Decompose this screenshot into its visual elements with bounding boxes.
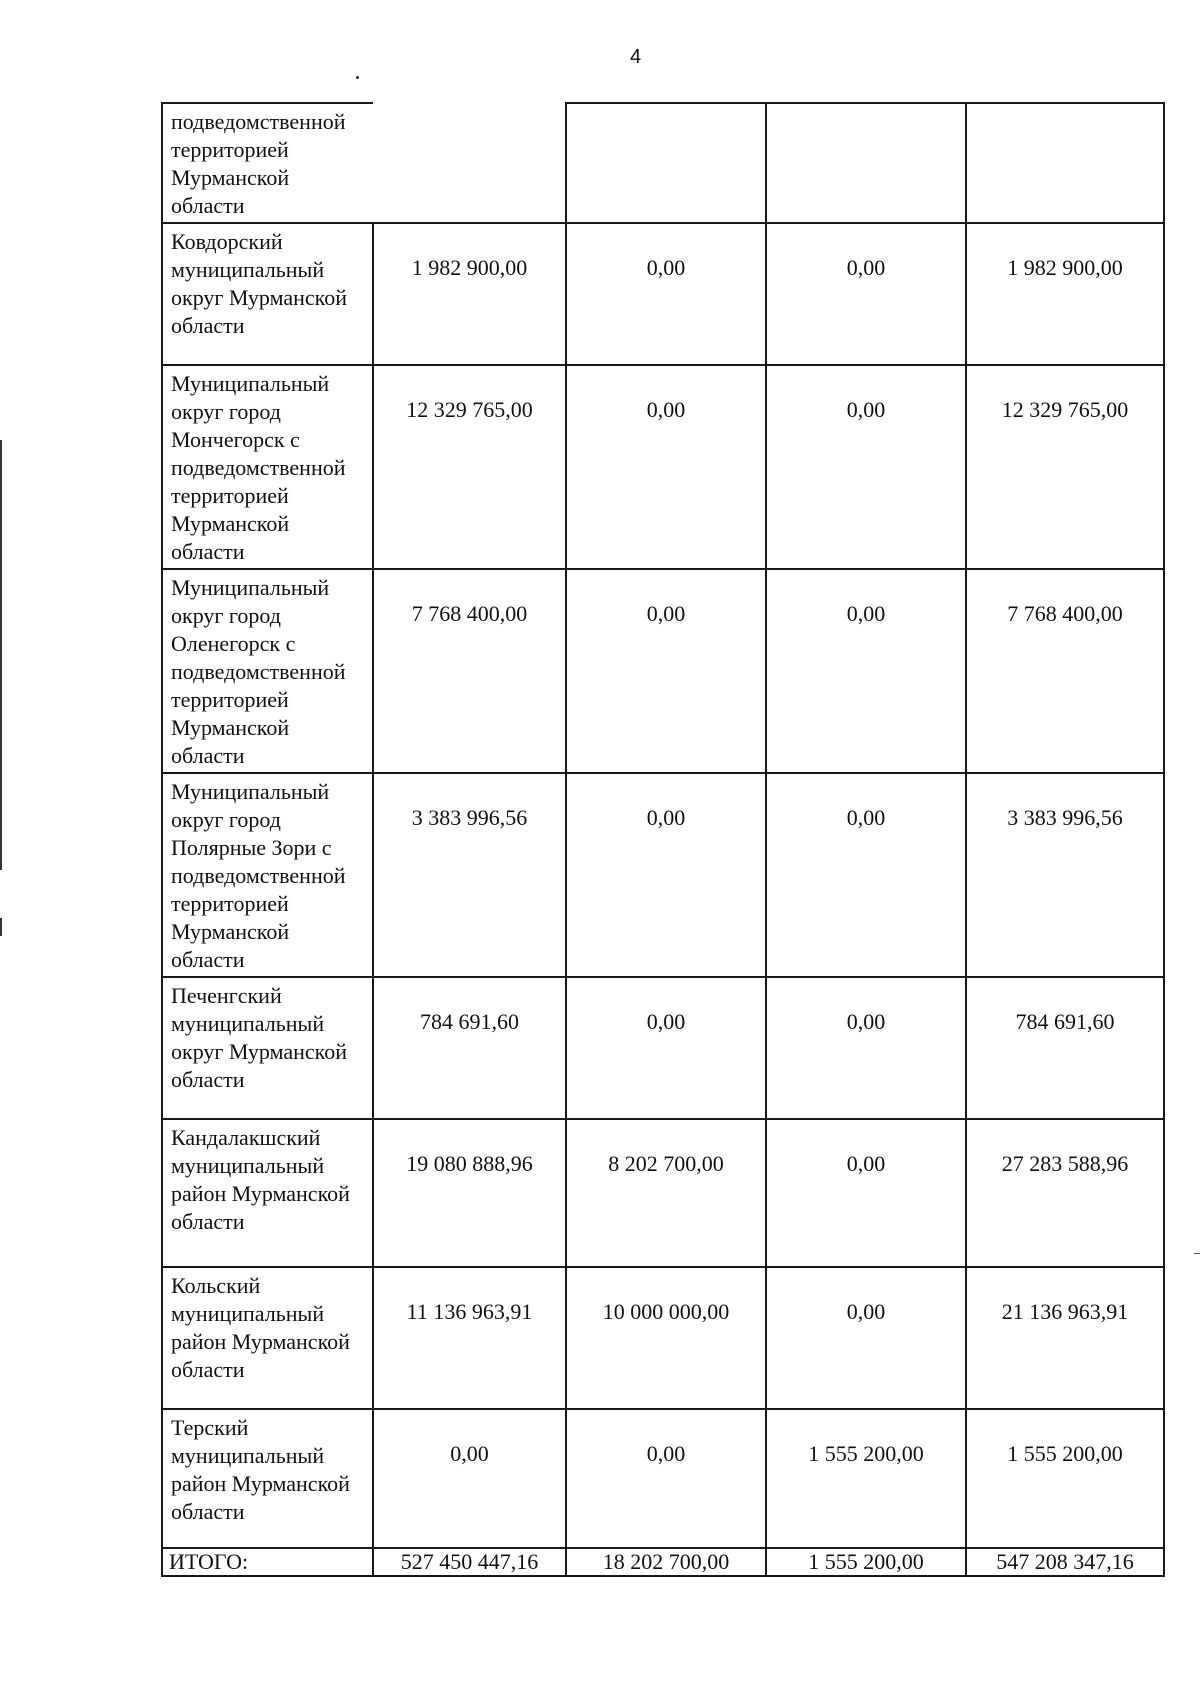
table-row-continued bbox=[162, 103, 1164, 223]
municipality-name-cell: Муниципальный округ город Оленегорск с подведомственной территорией Мурманской области bbox=[162, 569, 373, 773]
municipality-name-cell: Терский муниципальный район Мурманской области bbox=[162, 1409, 373, 1548]
amount-total-cell: 1 982 900,00 bbox=[966, 223, 1164, 365]
amount-cell bbox=[373, 103, 566, 223]
amount-total-cell: 3 383 996,56 bbox=[966, 773, 1164, 977]
amount-cell: 0,00 bbox=[766, 1119, 966, 1267]
amount-total-cell: 21 136 963,91 bbox=[966, 1267, 1164, 1409]
amount-cell: 0,00 bbox=[766, 223, 966, 365]
amount-cell: 0,00 bbox=[766, 569, 966, 773]
amount-cell: 19 080 888,96 bbox=[373, 1119, 566, 1267]
amount-cell: 0,00 bbox=[766, 1267, 966, 1409]
amount-total-cell: 7 768 400,00 bbox=[966, 569, 1164, 773]
table-total-row bbox=[162, 1548, 1164, 1576]
municipality-name-cell: Кольский муниципальный район Мурманской области bbox=[162, 1267, 373, 1409]
amount-cell: 784 691,60 bbox=[373, 977, 566, 1119]
table-row bbox=[162, 569, 1164, 773]
amount-cell: 3 383 996,56 bbox=[373, 773, 566, 977]
scan-speck bbox=[356, 76, 359, 79]
amount-cell: 0,00 bbox=[566, 365, 766, 569]
amount-cell bbox=[566, 103, 766, 223]
amount-cell: 1 555 200,00 bbox=[766, 1409, 966, 1548]
amount-cell: 0,00 bbox=[566, 977, 766, 1119]
amount-cell bbox=[766, 103, 966, 223]
municipality-name-cell: Печенгский муниципальный округ Мурманской области bbox=[162, 977, 373, 1119]
table-row bbox=[162, 977, 1164, 1119]
amount-cell: 0,00 bbox=[766, 365, 966, 569]
amount-cell: 7 768 400,00 bbox=[373, 569, 566, 773]
amount-cell: 0,00 bbox=[373, 1409, 566, 1548]
amount-total-cell: 784 691,60 bbox=[966, 977, 1164, 1119]
table-row bbox=[162, 223, 1164, 365]
municipality-name-cell: Кандалакшский муниципальный район Мурманской области bbox=[162, 1119, 373, 1267]
municipality-name-cell: Муниципальный округ город Полярные Зори с подведомственной территорией Мурманской области bbox=[162, 773, 373, 977]
municipality-name-cell: Муниципальный округ город Мончегорск с подведомственной территорией Мурманской области bbox=[162, 365, 373, 569]
amount-cell: 0,00 bbox=[566, 223, 766, 365]
amount-cell: 0,00 bbox=[766, 977, 966, 1119]
amount-total-cell: 27 283 588,96 bbox=[966, 1119, 1164, 1267]
amount-cell: 12 329 765,00 bbox=[373, 365, 566, 569]
amount-cell: 10 000 000,00 bbox=[566, 1267, 766, 1409]
amount-cell bbox=[966, 103, 1164, 223]
total-amount-cell: 1 555 200,00 bbox=[766, 1548, 966, 1576]
table-row bbox=[162, 773, 1164, 977]
grand-total-cell: 547 208 347,16 bbox=[966, 1548, 1164, 1576]
amount-cell: 0,00 bbox=[566, 569, 766, 773]
table-row bbox=[162, 1119, 1164, 1267]
municipality-name-cell: Ковдорский муниципальный округ Мурманской области bbox=[162, 223, 373, 365]
amount-cell: 0,00 bbox=[566, 1409, 766, 1548]
total-amount-cell: 527 450 447,16 bbox=[373, 1548, 566, 1576]
total-amount-cell: 18 202 700,00 bbox=[566, 1548, 766, 1576]
table-row bbox=[162, 365, 1164, 569]
amount-cell: 8 202 700,00 bbox=[566, 1119, 766, 1267]
municipality-name-cell: подведомственной территорией Мурманской области bbox=[162, 103, 373, 223]
amount-cell: 1 982 900,00 bbox=[373, 223, 566, 365]
amount-cell: 11 136 963,91 bbox=[373, 1267, 566, 1409]
amount-total-cell: 12 329 765,00 bbox=[966, 365, 1164, 569]
table-row bbox=[162, 1409, 1164, 1548]
page-number: 4 bbox=[630, 46, 642, 68]
table-row bbox=[162, 1267, 1164, 1409]
scan-margin-line bbox=[0, 440, 2, 870]
total-label: ИТОГО: bbox=[162, 1548, 373, 1576]
scan-margin-line bbox=[0, 918, 2, 936]
budget-distribution-table bbox=[161, 102, 1165, 1577]
amount-cell: 0,00 bbox=[566, 773, 766, 977]
amount-cell: 0,00 bbox=[766, 773, 966, 977]
amount-total-cell: 1 555 200,00 bbox=[966, 1409, 1164, 1548]
scan-edge-mark bbox=[1194, 1253, 1200, 1254]
